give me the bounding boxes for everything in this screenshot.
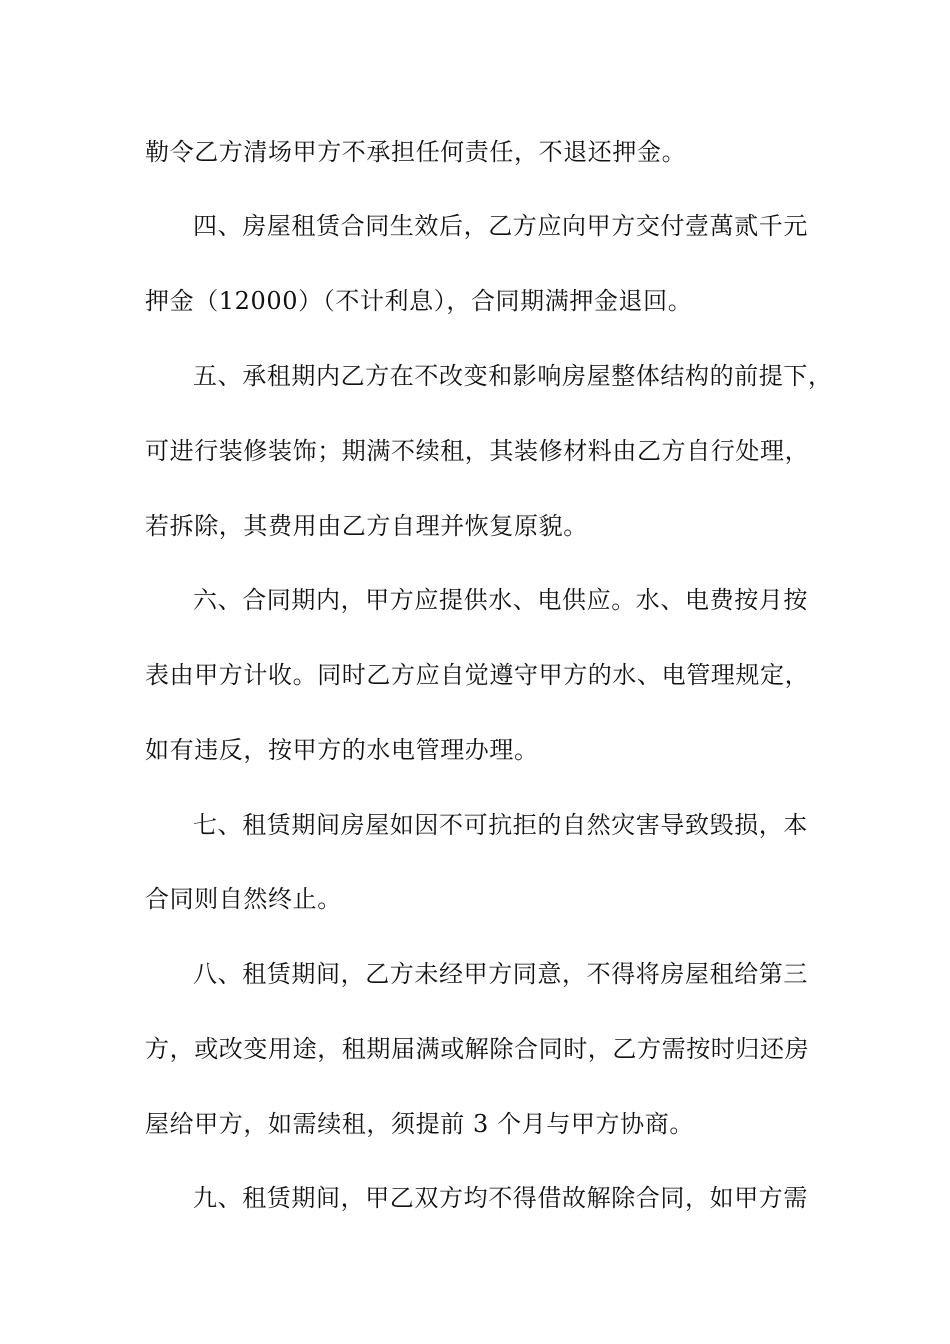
- text-line-clause-8: 八、租赁期间，乙方未经甲方同意，不得将房屋租给第三: [193, 960, 808, 988]
- text-line: 屋给甲方，如需续租，须提前 3 个月与甲方协商。: [145, 1110, 694, 1138]
- text-line: 表由甲方计收。同时乙方应自觉遵守甲方的水、电管理规定，: [145, 661, 810, 689]
- text-line: 若拆除，其费用由乙方自理并恢复原貌。: [145, 512, 588, 540]
- text-line: 勒令乙方清场甲方不承担任何责任，不退还押金。: [145, 138, 687, 166]
- text-line-clause-7: 七、租赁期间房屋如因不可抗拒的自然灾害导致毁损，本: [193, 811, 808, 839]
- text-line: 押金（12000）（不计利息），合同期满押金退回。: [145, 287, 693, 315]
- text-line: 合同则自然终止。: [145, 885, 342, 913]
- text-line: 如有违反，按甲方的水电管理办理。: [145, 736, 539, 764]
- text-line: 可进行装修装饰；期满不续租，其装修材料由乙方自行处理，: [145, 437, 810, 465]
- text-line-clause-9: 九、租赁期间，甲乙双方均不得借故解除合同，如甲方需: [193, 1184, 808, 1212]
- text-line: 方，或改变用途，租期届满或解除合同时，乙方需按时归还房: [145, 1035, 810, 1063]
- text-line-clause-5: 五、承租期内乙方在不改变和影响房屋整体结构的前提下，: [193, 362, 833, 390]
- text-line-clause-6: 六、合同期内，甲方应提供水、电供应。水、电费按月按: [193, 586, 808, 614]
- text-line-clause-4: 四、房屋租赁合同生效后，乙方应向甲方交付壹萬贰千元: [193, 212, 808, 240]
